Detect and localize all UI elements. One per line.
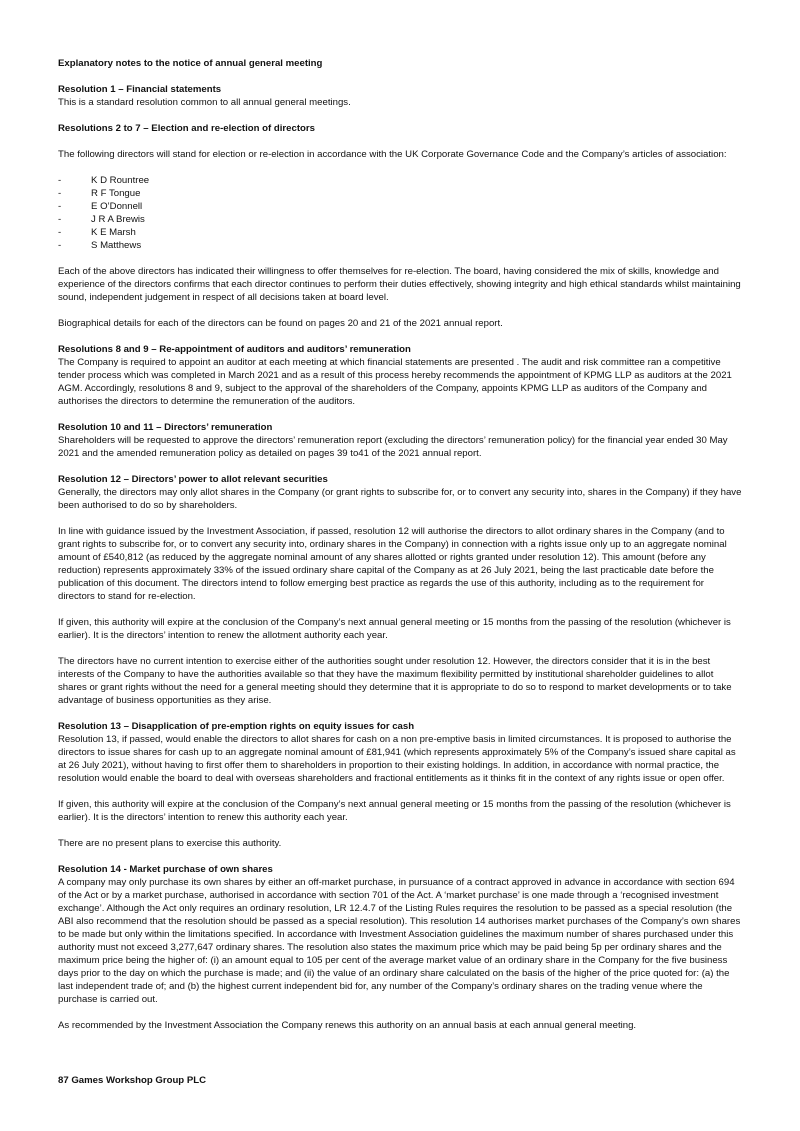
r2-7-heading: Resolutions 2 to 7 – Election and re-election of directors xyxy=(58,123,315,134)
r12-heading: Resolution 12 – Directors’ power to allot relevant securities xyxy=(58,474,328,485)
r12-paragraph: If given, this authority will expire at the conclusion of the Company’s next annual general meeting or 15 months from the passing of the resolution (whichever is earlier). It is the directors’ intention to renew the allotment authority each year. xyxy=(58,617,731,641)
list-item: - R F Tongue xyxy=(58,188,141,199)
r13-paragraph: There are no present plans to exercise this authority. xyxy=(58,838,282,849)
r14-paragraph: As recommended by the Investment Association the Company renews this authority on an annual basis at each annual general meeting. xyxy=(58,1020,637,1031)
page-title: Explanatory notes to the notice of annual general meeting xyxy=(58,58,323,69)
r13-paragraph: Resolution 13, if passed, would enable the directors to allot shares for cash on a non pre-emptive basis in limited circumstances. It is proposed to authorise the directors to issue shares for cash up to an aggregate nominal amount of £81,941 (which represents approximately 5% of the Company’s issued share capital as at 26 July 2021), without having to first offer them to shareholders in proportion to their existing holdings. In addition, in accordance with normal practice, the resolution would enable the board to deal with overseas shareholders and fractional entitlements as it thinks fit in the context of any rights issue or open offer. xyxy=(58,734,736,784)
list-item: - J R A Brewis xyxy=(58,214,145,225)
list-item: - E O’Donnell xyxy=(58,201,143,212)
r12-paragraph: The directors have no current intention to exercise either of the authorities sought under resolution 12. However, the directors consider that it is in the best interests of the Company to have the authorities available so that they have the maximum flexibility permitted by institutional shareholder guidelines to allot shares or grant rights without the need for a general meeting should they determine that it is appropriate to do so to respond to market developments or to take advantage of business opportunities as they arise. xyxy=(58,656,732,706)
r12-paragraph: Generally, the directors may only allot shares in the Company (or grant rights to subscribe for, or to convert any security into, shares in the Company) if they have been authorised to do so by shareholders. xyxy=(58,487,742,511)
r10-11-body: Shareholders will be requested to approve the directors’ remuneration report (excluding the directors’ remuneration policy) for the financial year ended 30 May 2021 and the amended remuneration policy as detailed on pages 39 to41 of the 2021 annual report. xyxy=(58,435,728,459)
list-item: - S Matthews xyxy=(58,240,142,251)
r8-9-heading: Resolutions 8 and 9 – Re-appointment of auditors and auditors’ remuneration xyxy=(58,344,411,355)
r14-paragraph: A company may only purchase its own shares by either an off-market purchase, in pursuance of a contract approved in advance in accordance with section 694 of the Act or by a market purchase, authorised in accordance with section 701 of the Act. A ‘market purchase’ is one made through a ‘recognised investment exchange’. Although the Act only requires an ordinary resolution, LR 12.4.7 of the Listing Rules requires the resolution to be passed as a special resolution (the ABI also recommend that the resolution should be passed as a special resolution). This resolution 14 authorises market purchases of the Company’s own shares to be made but only within the limitations specified. In accordance with Investment Association guidelines the maximum number of shares purchased under this authority must not exceed 3,277,647 ordinary shares. The resolution also states the maximum price which may be paid being 5p per ordinary shares and the maximum price being the higher of: (i) an amount equal to 105 per cent of the average market value of an ordinary share in the Company for the five business days prior to the day on which the purchase is made; and (ii) the value of an ordinary share calculated on the basis of the higher of the price quoted for: (a) the last independent trade of; and (b) the highest current independent bid for, any number of the Company’s ordinary shares on the trading venue where the purchase is carried out. xyxy=(58,877,741,1005)
r10-11-heading: Resolution 10 and 11 – Directors’ remuneration xyxy=(58,422,273,433)
r13-paragraph: If given, this authority will expire at the conclusion of the Company’s next annual general meeting or 15 months from the passing of the resolution (whichever is earlier). It is the directors’ intention to renew this authority each year. xyxy=(58,799,731,823)
document-page xyxy=(58,57,742,1032)
r1-body: This is a standard resolution common to all annual general meetings. xyxy=(58,97,351,108)
r13-heading: Resolution 13 – Disapplication of pre-emption rights on equity issues for cash xyxy=(58,721,415,732)
r1-heading: Resolution 1 – Financial statements xyxy=(58,84,222,95)
directors-list xyxy=(58,174,742,252)
r2-7-biographical-note: Biographical details for each of the directors can be found on pages 20 and 21 of the 2021 annual report. xyxy=(58,318,503,329)
r8-9-body: The Company is required to appoint an auditor at each meeting at which financial statements are presented . The audit and risk committee ran a competitive tender process which was completed in March 2021 and as a result of this process hereby recommends the appointment of KPMG LLP as auditors at the 2021 AGM. Accordingly, resolutions 8 and 9, subject to the approval of the shareholders of the Company, appoints KPMG LLP as auditors of the Company and authorises the directors to determine the remuneration of the auditors. xyxy=(58,357,732,407)
list-item: - K E Marsh xyxy=(58,227,136,238)
r2-7-intro: The following directors will stand for election or re-election in accordance with the UK Corporate Governance Code and the Company’s articles of association: xyxy=(58,149,727,160)
list-item: - K D Rountree xyxy=(58,175,150,186)
r2-7-paragraph: Each of the above directors has indicated their willingness to offer themselves for re-election. The board, having considered the mix of skills, knowledge and experience of the directors confirms that each director continues to perform their duties effectively, showing integrity and high ethical standards whilst maintaining sound, independent judgement in respect of all decisions taken at board level. xyxy=(58,266,741,303)
r12-paragraph: In line with guidance issued by the Investment Association, if passed, resolution 12 will authorise the directors to allot ordinary shares in the Company (and to grant rights to subscribe for, or to convert any security into, ordinary shares in the Company) in connection with a rights issue only up to an aggregate nominal amount of £540,812 (as reduced by the aggregate nominal amount of any shares allotted or rights granted under resolution 12). This amount (before any reduction) represents approximately 33% of the issued ordinary share capital of the Company as at 26 July 2021, being the last practicable date before the publication of this document. The directors intend to follow emerging best practice as regards the use of this authority, including as to the requirement for directors to stand for re-election. xyxy=(58,526,727,602)
page-footer: 87 Games Workshop Group PLC xyxy=(58,1075,207,1086)
r14-heading: Resolution 14 - Market purchase of own shares xyxy=(58,864,273,875)
